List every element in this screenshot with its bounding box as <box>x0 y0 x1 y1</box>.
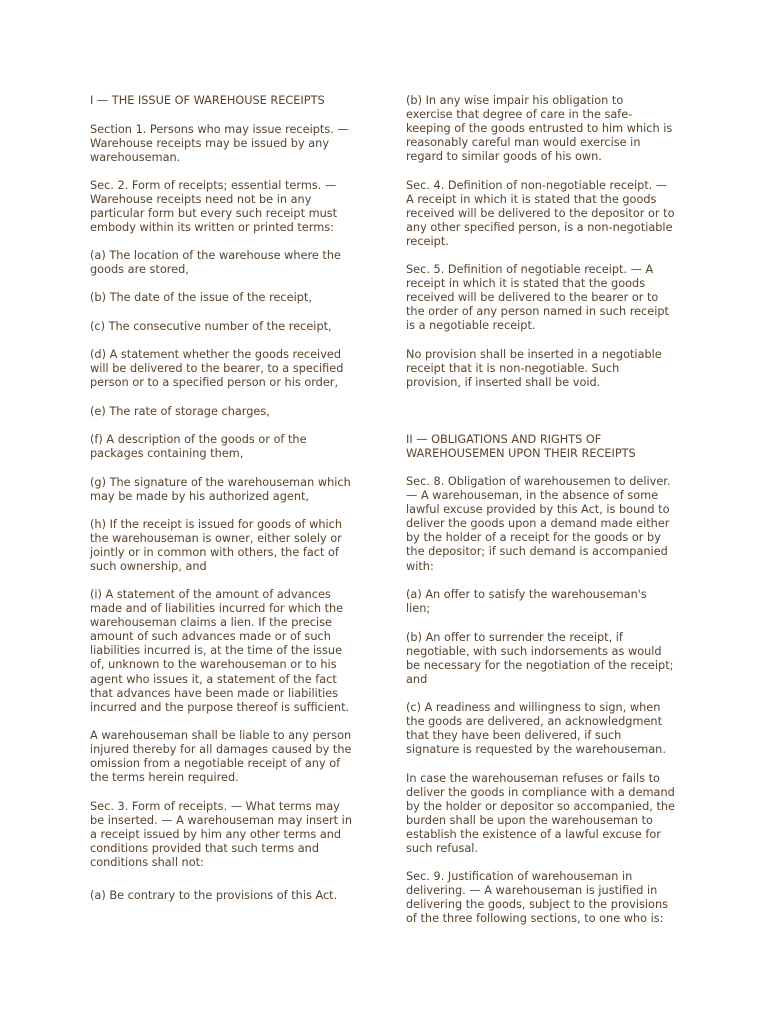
section-4: Sec. 4. Definition of non-negotiable receipt. — A receipt in which it is stated that the goods received will be delivered to the depositor or to any other specified person, is a non-negotiable receipt. <box>406 179 675 249</box>
section-3: Sec. 3. Form of receipts. — What terms may be inserted. — A warehouseman may insert in a receipt issued by him any other terms and conditions provided that such terms and conditions shall not: <box>90 800 352 870</box>
section-8: Sec. 8. Obligation of warehousemen to deliver. — A warehouseman, in the absence of some lawful excuse provided by this Act, is bound to deliver the goods upon a demand made either by the holder of a receipt for the goods or by the depositor; if such demand is accompanied with: <box>406 475 671 573</box>
item-c-number: (c) The consecutive number of the receipt, <box>90 320 332 333</box>
section-3-item-b: (b) In any wise impair his obligation to exercise that degree of care in the safe- keeping of the goods entrusted to him which is reasonably careful man would exercise in regard to similar goods of his own. <box>406 94 673 164</box>
item-b-date: (b) The date of the issue of the receipt, <box>90 291 312 304</box>
refusal-paragraph: In case the warehouseman refuses or fails to deliver the goods in compliance with a demand by the holder or depositor so accompanied, the burden shall be upon the warehouseman to establish the existence of a lawful excuse for such refusal. <box>406 772 675 856</box>
liability-paragraph: A warehouseman shall be liable to any person injured thereby for all damages caused by the omission from a negotiable receipt of any of the terms herein required. <box>90 729 352 785</box>
item-a-location: (a) The location of the warehouse where the goods are stored, <box>90 249 341 277</box>
section-8-item-c: (c) A readiness and willingness to sign, when the goods are delivered, an acknowledgment that they have been delivered, if such signature is requested by the warehouseman. <box>406 701 666 757</box>
section-9: Sec. 9. Justification of warehouseman in delivering. — A warehouseman is justified in delivering the goods, subject to the provisions of the three following sections, to one who is: <box>406 870 668 926</box>
item-f-description: (f) A description of the goods or of the packages containing them, <box>90 433 307 461</box>
section-5: Sec. 5. Definition of negotiable receipt. — A receipt in which it is stated that the goods received will be delivered to the bearer or to the order of any person named in such receipt is a negotiable receipt. <box>406 263 669 333</box>
item-e-rate: (e) The rate of storage charges, <box>90 405 270 418</box>
section-8-item-a: (a) An offer to satisfy the warehouseman's lien; <box>406 588 647 616</box>
section-1: Section 1. Persons who may issue receipts. — Warehouse receipts may be issued by any warehouseman. <box>90 123 349 165</box>
item-i-advances: (i) A statement of the amount of advances made and of liabilities incurred for which the warehouseman claims a lien. If the precise amount of such advances made or of such liabilities incurred is, at the time of the issue of, unknown to the warehouseman or to his agent who issues it, a statement of the fact that advances have been made or liabilities incurred and the purpose thereof is sufficient. <box>90 588 350 714</box>
item-d-statement: (d) A statement whether the goods received will be delivered to the bearer, to a specified person or to a specified person or his order, <box>90 348 344 390</box>
chapter-heading: I — THE ISSUE OF WAREHOUSE RECEIPTS <box>90 94 325 107</box>
section-2: Sec. 2. Form of receipts; essential terms. — Warehouse receipts need not be in any particular form but every such receipt must embody within its written or printed terms: <box>90 179 338 235</box>
item-g-signature: (g) The signature of the warehouseman which may be made by his authorized agent, <box>90 476 351 504</box>
item-h-ownership: (h) If the receipt is issued for goods of which the warehouseman is owner, either solely or jointly or in common with others, the fact of such ownership, and <box>90 518 342 574</box>
non-negotiable-provision: No provision shall be inserted in a negotiable receipt that it is non-negotiable. Such provision, if inserted shall be void. <box>406 348 662 390</box>
chapter-heading-2: II — OBLIGATIONS AND RIGHTS OF WAREHOUSEMEN UPON THEIR RECEIPTS <box>406 433 636 461</box>
section-3-item-a: (a) Be contrary to the provisions of this Act. <box>90 889 338 902</box>
section-8-item-b: (b) An offer to surrender the receipt, if negotiable, with such indorsements as would be necessary for the negotiation of the receipt; and <box>406 631 674 687</box>
